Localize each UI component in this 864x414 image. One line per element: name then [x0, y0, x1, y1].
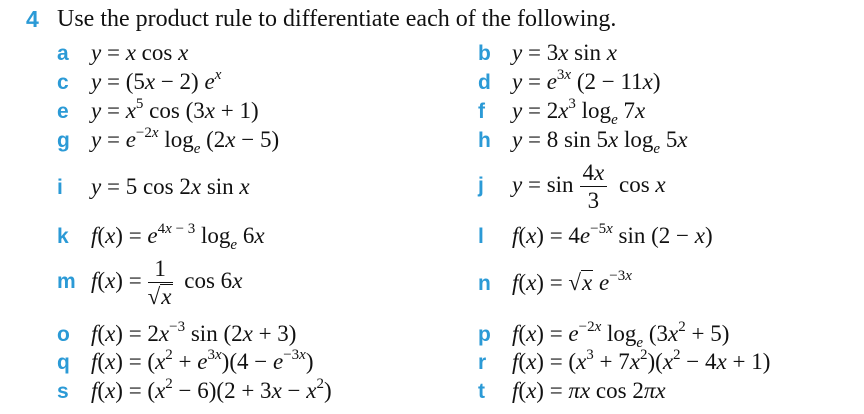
- item-b: [478, 41, 617, 64]
- item-label-k: k: [57, 225, 69, 248]
- equation-a: y = x cos x: [91, 40, 189, 65]
- item-label-l: l: [478, 225, 484, 248]
- item-o: [57, 319, 297, 346]
- equation-i: y = 5 cos 2x sin x: [91, 174, 250, 199]
- item-d: [478, 67, 661, 94]
- fraction-1-over-sqrt-x: $\frac{1}{√x}$: [147, 256, 172, 310]
- question-number: 4: [26, 6, 39, 32]
- equation-l: $f(x) = 4e^{-5x}$ sin (2 − x): [512, 221, 713, 248]
- item-n: [478, 270, 632, 295]
- equation-s: $f(x) = (x^2 - 6)(2 + 3x - x^2)$: [91, 376, 332, 403]
- item-m: [57, 256, 242, 310]
- equation-n: f(x) = √x $e^{-3x}$: [512, 268, 632, 295]
- item-label-g: g: [57, 129, 70, 152]
- equation-g: $y = e^{-2x}$ $\log_e (2x - 5)$: [91, 125, 280, 157]
- item-c: [57, 67, 222, 94]
- item-t: [478, 379, 666, 402]
- item-label-s: s: [57, 380, 69, 403]
- item-label-a: a: [57, 42, 69, 65]
- item-label-n: n: [478, 272, 491, 295]
- item-h: [478, 127, 688, 157]
- item-g: [57, 125, 280, 157]
- item-label-e: e: [57, 100, 69, 123]
- item-label-f: f: [478, 100, 485, 123]
- item-label-t: t: [478, 380, 485, 403]
- item-label-q: q: [57, 351, 70, 374]
- equation-e: $y = x^5$ cos (3x + 1): [91, 96, 259, 123]
- item-s: [57, 376, 332, 403]
- item-label-i: i: [57, 176, 63, 199]
- equation-f: $y = 2x^3$ $\log_e 7x$: [512, 96, 646, 128]
- item-p: [478, 319, 730, 351]
- item-a: [57, 41, 188, 64]
- equation-c: y = (5x − 2) $e^x$: [91, 67, 222, 94]
- item-label-d: d: [478, 71, 491, 94]
- item-label-c: c: [57, 71, 69, 94]
- equation-t: f(x) = πx cos 2πx: [512, 378, 666, 403]
- item-f: [478, 96, 646, 128]
- item-label-p: p: [478, 323, 491, 346]
- item-label-o: o: [57, 323, 70, 346]
- item-i: [57, 175, 250, 198]
- item-label-r: r: [478, 351, 487, 374]
- equation-h: y = 8 sin 5x $\log_e 5x$: [512, 127, 688, 157]
- item-l: [478, 221, 713, 248]
- item-label-m: m: [57, 270, 76, 294]
- item-label-j: j: [478, 174, 484, 198]
- item-r: [478, 347, 771, 374]
- equation-r: $f(x) = (x^3 + 7x^2)(x^2 - 4x + 1)$: [512, 347, 771, 374]
- equation-p: $f(x) = e^{-2x}$ $\log_e (3x^2 + 5)$: [512, 319, 730, 351]
- item-label-h: h: [478, 129, 491, 152]
- item-k: [57, 221, 265, 253]
- equation-o: $f(x) = 2x^{-3}$ sin (2x + 3): [91, 319, 297, 346]
- equation-b: y = 3x sin x: [512, 40, 617, 65]
- item-e: [57, 96, 259, 123]
- equation-k: $f(x) = e^{4x - 3}$ $\log_e 6x$: [91, 221, 265, 253]
- equation-m: f(x) = $\frac{1}{√x}$ cos 6x: [91, 256, 243, 310]
- equation-d: $y = e^{3x}$ (2 − 11x): [512, 67, 661, 94]
- question-instruction: Use the product rule to differentiate each of the following.: [57, 6, 617, 32]
- fraction-4x-over-3: $\frac{4x}{3}$: [580, 160, 608, 214]
- equation-q: $f(x) = (x^2 + e^{3x})(4 - e^{-3x})$: [91, 347, 314, 374]
- item-q: [57, 347, 314, 374]
- item-label-b: b: [478, 42, 491, 65]
- equation-j: y = sin $\frac{4x}{3}$ cos x: [512, 160, 666, 214]
- item-j: [478, 160, 666, 214]
